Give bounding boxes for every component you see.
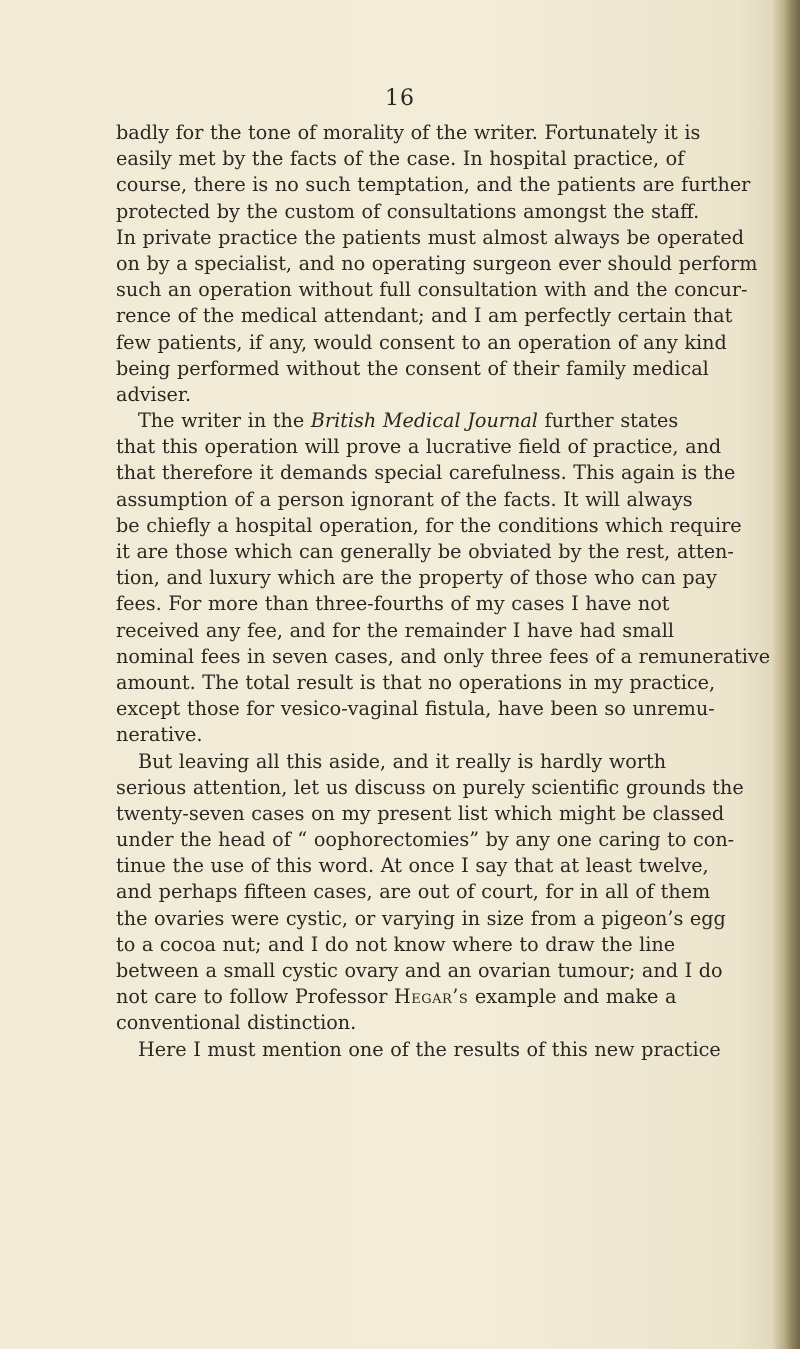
text-line: amount. The total result is that no operations in my practice,: [116, 670, 716, 694]
text-line: such an operation without full consultation with and the concur-: [116, 278, 748, 302]
text-line: nominal fees in seven cases, and only three fees of a remunerative: [116, 644, 771, 668]
page-number: 16: [385, 86, 415, 111]
text-line: be chiefly a hospital operation, for the conditions which require: [116, 513, 742, 537]
text-line: to a cocoa nut; and I do not know where to draw the line: [116, 932, 676, 956]
text-line: the ovaries were cystic, or varying in size from a pigeon’s egg: [116, 906, 726, 930]
text-line: fees. For more than three-fourths of my cases I have not: [116, 592, 670, 616]
text-line: and perhaps fifteen cases, are out of court, for in all of them: [116, 880, 711, 904]
text-line: serious attention, let us discuss on purely scientific grounds the: [116, 775, 744, 799]
text-line: But leaving all this aside, and it really is hardly worth: [138, 749, 667, 773]
text-segment: not care to follow Professor: [116, 985, 395, 1009]
text-line: rence of the medical attendant; and I am perfectly certain that: [116, 304, 733, 328]
text-line: nerative.: [116, 723, 203, 747]
text-line: on by a specialist, and no operating surgeon ever should perform: [116, 251, 758, 275]
text-line: that this operation will prove a lucrative field of practice, and: [116, 435, 722, 459]
text-line: In private practice the patients must almost always be operated: [116, 225, 745, 249]
text-line: adviser.: [116, 382, 192, 406]
text-line: tion, and luxury which are the property of those who can pay: [116, 566, 717, 590]
text-segment: example and make a: [468, 985, 677, 1009]
text-line: Here I must mention one of the results of this new practice: [138, 1037, 721, 1061]
page-edge-shadow: [772, 0, 800, 1349]
text-line: conventional distinction.: [116, 1011, 357, 1035]
text-line: it are those which can generally be obviated by the rest, atten-: [116, 540, 734, 563]
text-line: easily met by the facts of the case. In hospital practice, of: [116, 147, 685, 171]
journal-title: British Medical Journal: [310, 409, 538, 433]
text-segment: further states: [537, 409, 679, 433]
text-line: that therefore it demands special carefulness. This again is the: [116, 461, 736, 485]
text-line: except those for vesico-vaginal fistula, have been so unremu-: [116, 697, 715, 721]
text-line: few patients, if any, would consent to an operation of any kind: [116, 330, 727, 354]
text-line: being performed without the consent of their family medical: [116, 356, 709, 380]
text-line: twenty-seven cases on my present list which might be classed: [116, 801, 725, 825]
text-line: assumption of a person ignorant of the facts. It will always: [116, 487, 693, 511]
text-line: badly for the tone of morality of the writer. Fortunately it is: [116, 121, 701, 144]
author-name: Hegar’s: [394, 985, 469, 1009]
text-line: [116, 408, 756, 434]
text-line: under the head of “ oophorectomies” by any one caring to con-: [116, 828, 735, 852]
text-line: [116, 984, 756, 1010]
text-line: tinue the use of this word. At once I say that at least twelve,: [116, 854, 709, 878]
text-line: course, there is no such temptation, and the patients are further: [116, 173, 751, 197]
body-text: [116, 120, 771, 1063]
text-line: received any fee, and for the remainder I have had small: [116, 618, 674, 642]
text-line: between a small cystic ovary and an ovarian tumour; and I do: [116, 959, 723, 982]
text-segment: The writer in the: [138, 409, 311, 433]
text-line: protected by the custom of consultations amongst the staff.: [116, 199, 700, 223]
